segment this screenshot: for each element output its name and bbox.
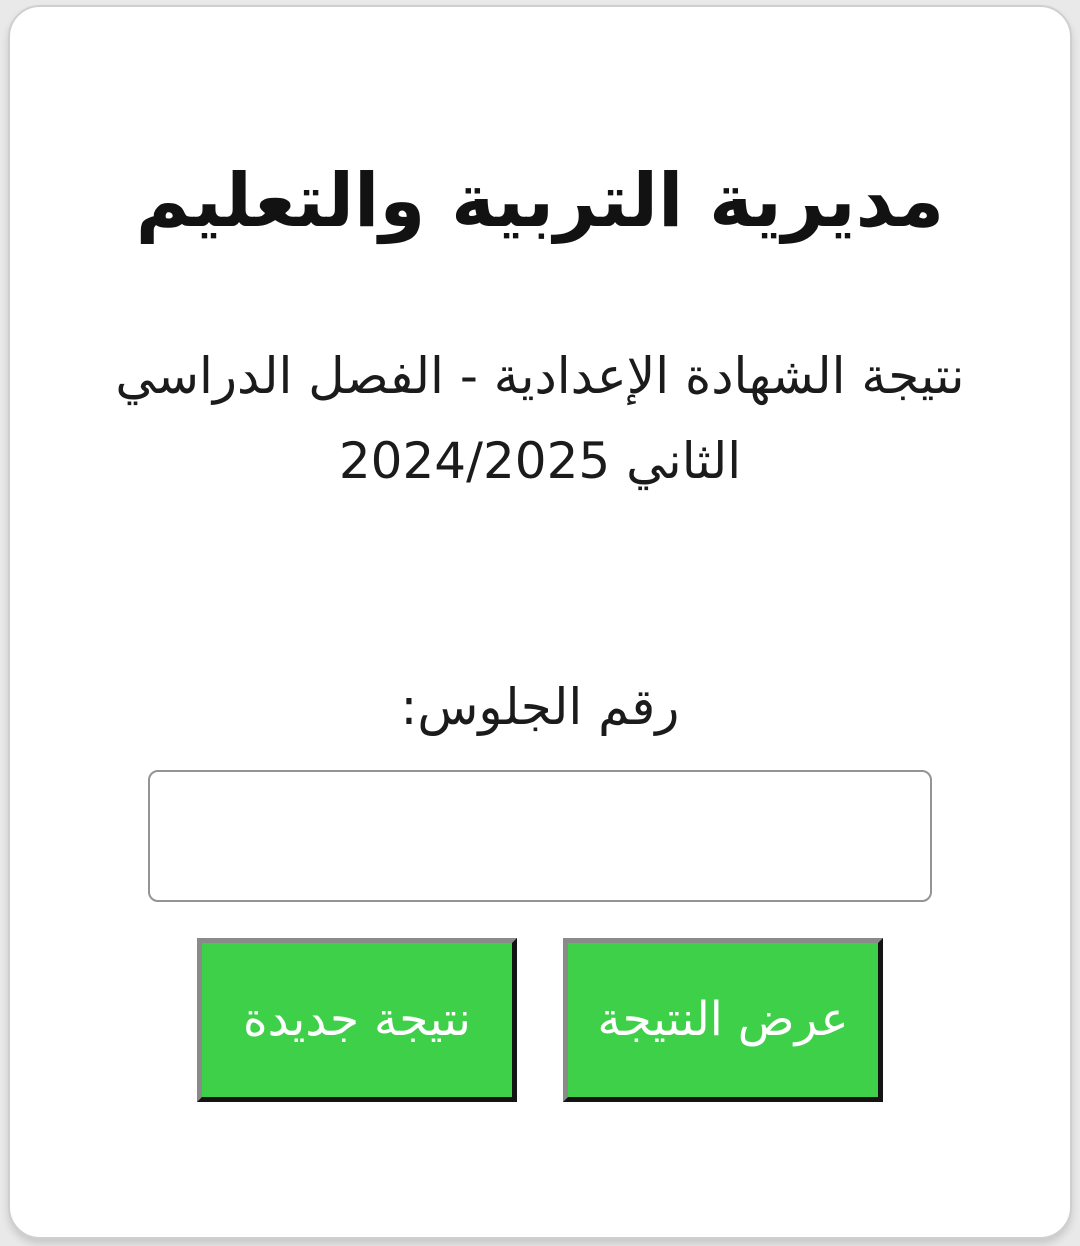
button-row — [10, 938, 1070, 1102]
seat-number-input[interactable] — [148, 770, 932, 902]
page-title: مديرية التربية والتعليم — [135, 158, 945, 244]
seat-number-label: رقم الجلوس: — [400, 677, 680, 736]
new-result-button[interactable]: نتيجة جديدة — [197, 938, 517, 1102]
page-subtitle: نتيجة الشهادة الإعدادية - الفصل الدراسي الثاني 2024/2025 — [115, 346, 965, 490]
result-card — [8, 5, 1072, 1239]
show-result-button[interactable]: عرض النتيجة — [563, 938, 883, 1102]
